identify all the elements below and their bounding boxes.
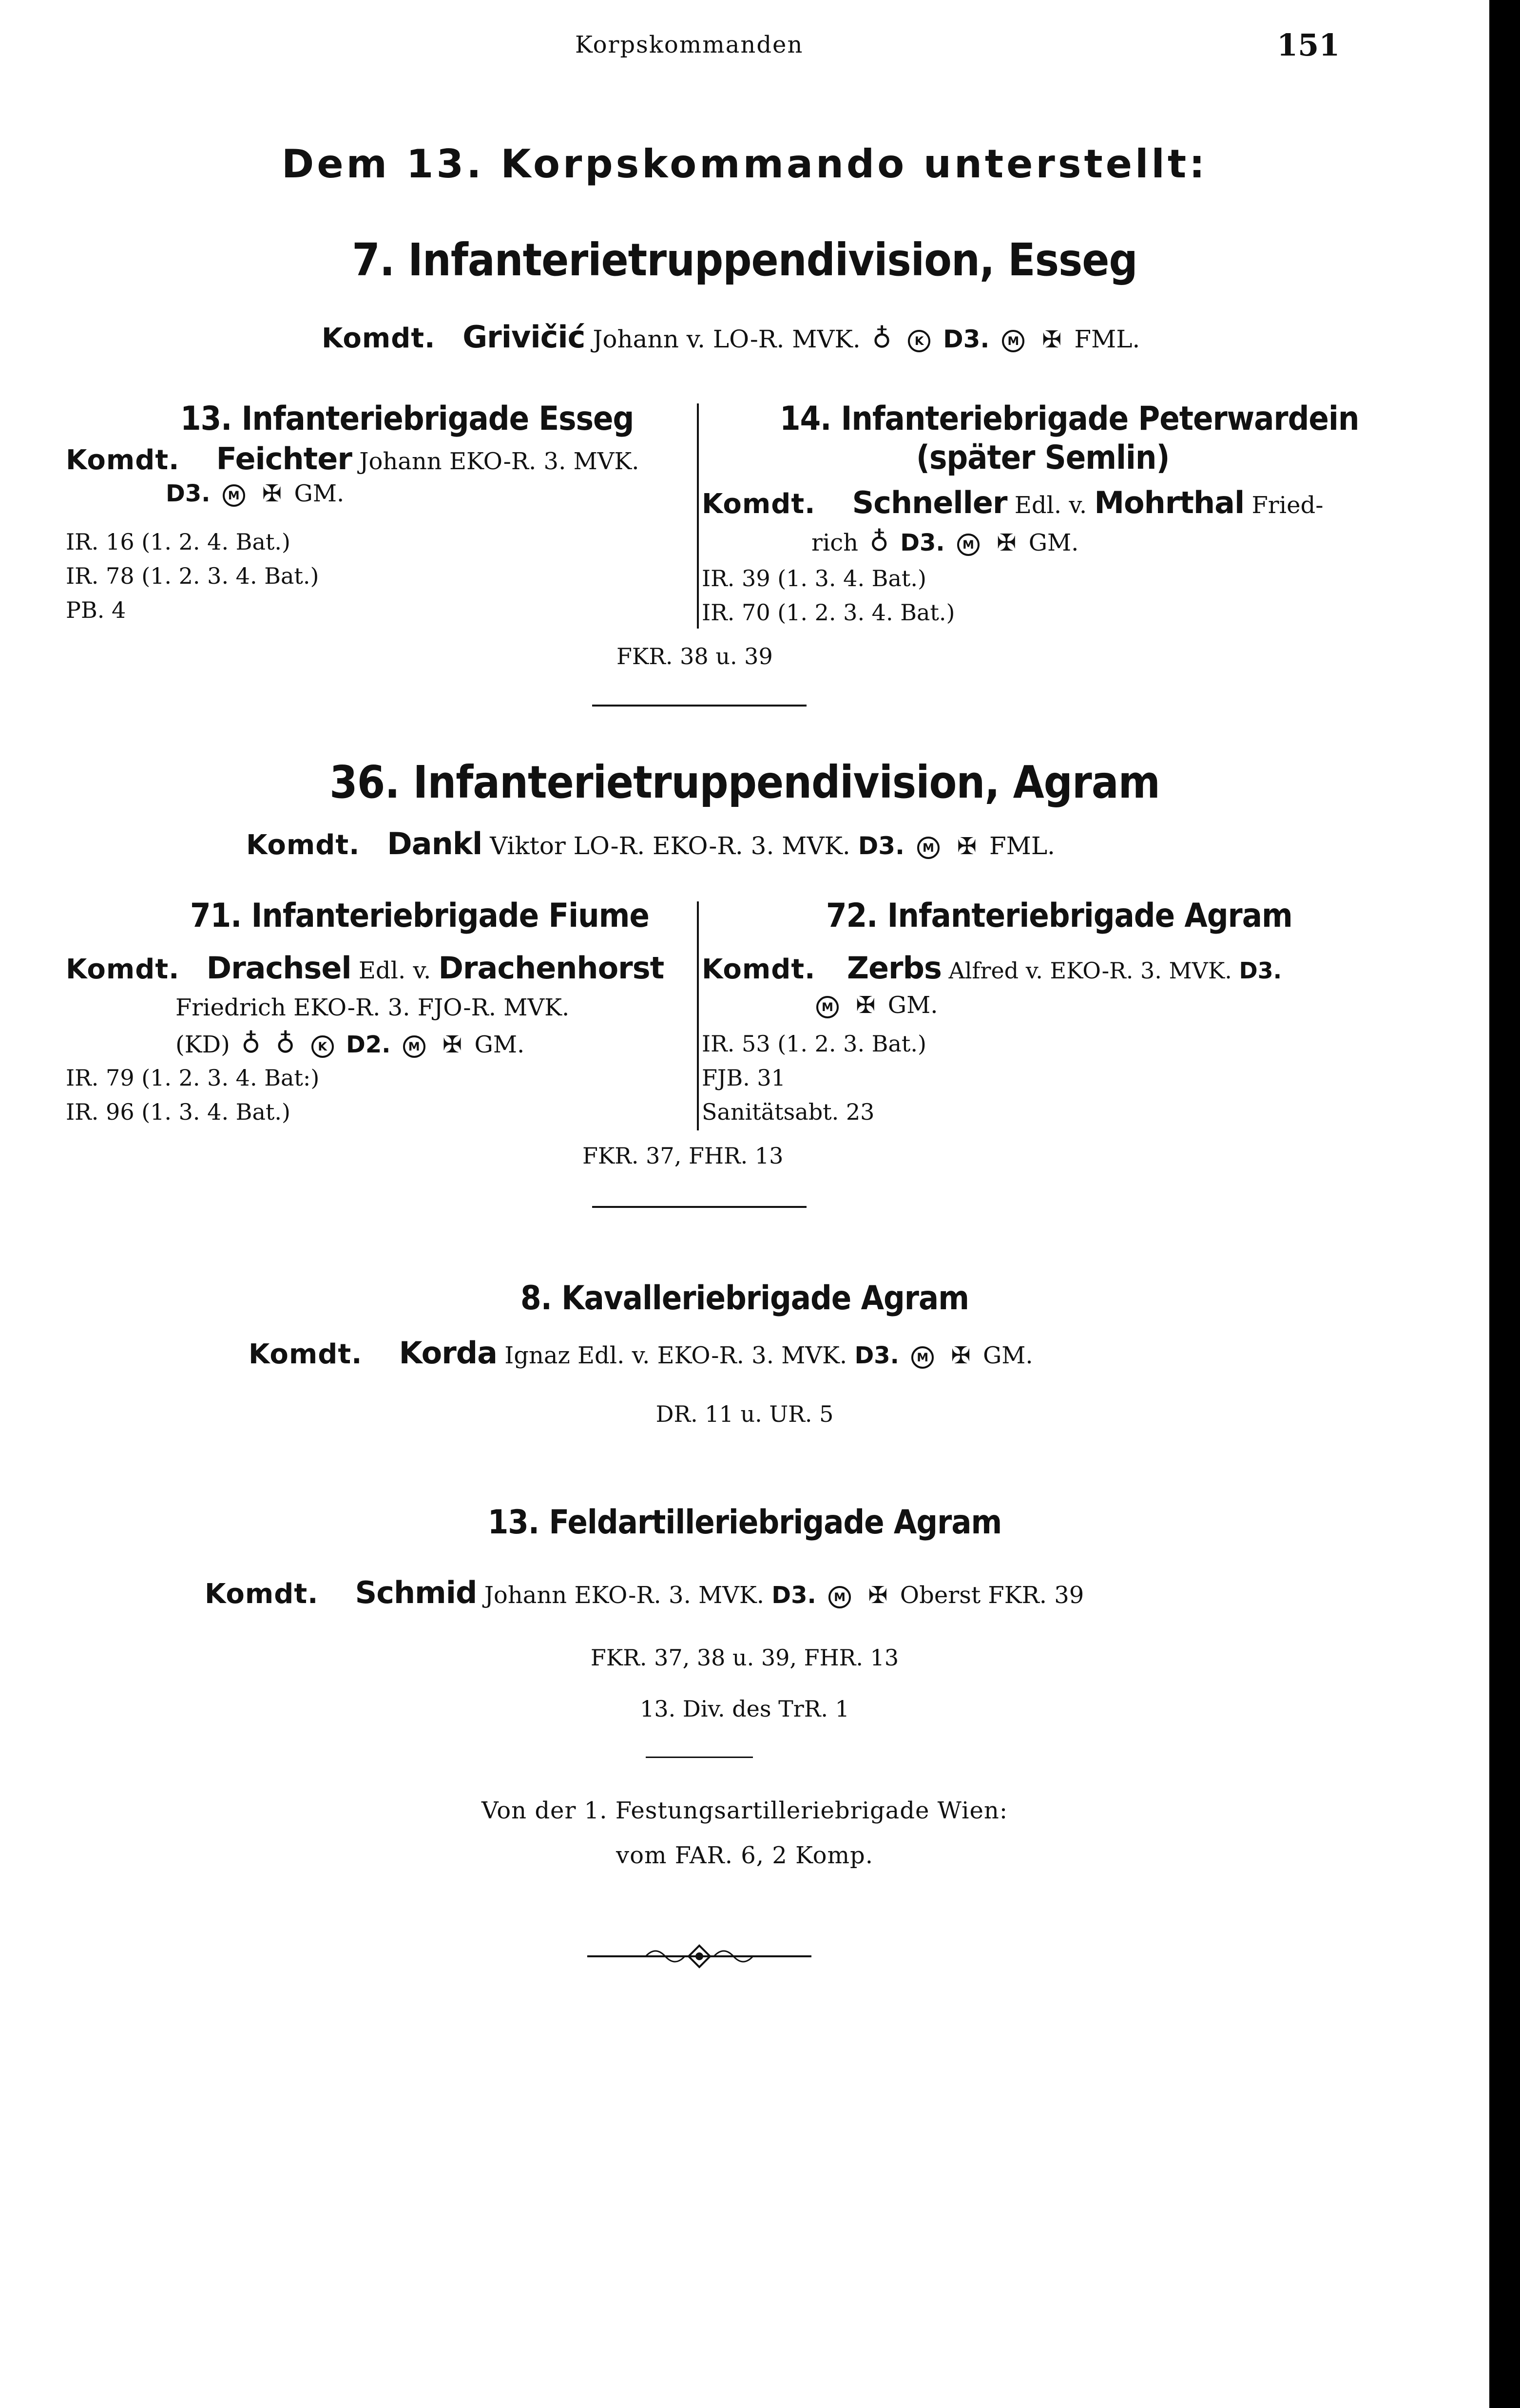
division-36-artillery: FKR. 37, FHR. 13 xyxy=(582,1143,784,1169)
decoration-d2: D2. xyxy=(346,1031,391,1058)
m-badge-icon: M xyxy=(816,996,839,1018)
brigade-13-unit: PB. 4 xyxy=(66,597,126,623)
kd-mark: (KD) xyxy=(175,1031,230,1058)
komdt-label: Komdt. xyxy=(702,954,816,985)
section-rule xyxy=(646,1757,753,1758)
commander-name: Drachsel xyxy=(206,950,351,986)
fortress-line-2: vom FAR. 6, 2 Komp. xyxy=(616,1842,874,1869)
commander-given-a: Fried- xyxy=(1251,492,1324,519)
cross-icon: ✠ xyxy=(1042,326,1062,353)
page-number: 151 xyxy=(1277,27,1340,63)
brigade-14-commander-line2 xyxy=(811,526,1078,557)
field-artillery-commander xyxy=(205,1575,1084,1610)
commander-edl: Edl. v. xyxy=(1014,492,1087,519)
decoration-d3: D3. xyxy=(854,1342,899,1369)
division-7-commander xyxy=(322,319,1140,355)
commander-details: Johann EKO-R. 3. MVK. xyxy=(484,1582,765,1609)
komdt-label: Komdt. xyxy=(205,1578,319,1610)
m-badge-icon: M xyxy=(828,1586,851,1608)
cross-icon: ✠ xyxy=(997,529,1017,556)
cross-icon: ✠ xyxy=(443,1031,462,1058)
commander-given-b: rich xyxy=(811,529,859,556)
section-rule xyxy=(592,705,807,707)
komdt-label: Komdt. xyxy=(66,954,180,985)
brigade-72-unit: Sanitätsabt. 23 xyxy=(702,1099,875,1125)
commander-name: Grivičić xyxy=(462,319,585,355)
commander-rank: GM. xyxy=(887,992,938,1019)
cavalry-units: DR. 11 u. UR. 5 xyxy=(655,1401,834,1427)
decoration-d3: D3. xyxy=(1239,957,1282,984)
decoration-d3: D3. xyxy=(858,832,905,860)
brigade-71-commander-line3 xyxy=(175,1028,524,1059)
division-36-commander xyxy=(246,826,1055,861)
cross-icon: ✠ xyxy=(951,1342,971,1369)
brigade-14-commander xyxy=(702,485,1323,520)
komdt-label: Komdt. xyxy=(322,323,436,354)
brigade-71-commander-line2: Friedrich EKO-R. 3. FJO-R. MVK. xyxy=(175,994,570,1021)
commander-rank: FML. xyxy=(1074,325,1140,353)
commander-name: Dankl xyxy=(387,826,482,861)
m-badge-icon: M xyxy=(1002,330,1024,352)
brigade-13-unit: IR. 16 (1. 2. 4. Bat.) xyxy=(66,529,290,555)
brigade-71-title: 71. Infanteriebrigade Fiume xyxy=(190,897,649,935)
brigade-14-unit: IR. 39 (1. 3. 4. Bat.) xyxy=(702,565,926,592)
brigade-71-unit: IR. 96 (1. 3. 4. Bat.) xyxy=(66,1099,290,1125)
brigade-14-unit: IR. 70 (1. 2. 3. 4. Bat.) xyxy=(702,599,955,626)
cavalry-title: 8. Kavalleriebrigade Agram xyxy=(520,1279,969,1318)
commander-details: Johann v. LO-R. MVK. xyxy=(593,325,861,353)
m-badge-icon: M xyxy=(223,484,245,507)
brigade-13-commander-line2 xyxy=(166,480,344,507)
cross-icon: ✠ xyxy=(262,480,282,507)
brigade-72-commander-line2 xyxy=(811,992,938,1019)
brigade-72-unit: FJB. 31 xyxy=(702,1065,786,1091)
brigade-71-unit: IR. 79 (1. 2. 3. 4. Bat:) xyxy=(66,1065,320,1091)
m-badge-icon: M xyxy=(957,534,980,556)
medal-icon: ♁ xyxy=(872,323,892,354)
column-divider xyxy=(697,901,699,1130)
commander-details: Johann EKO-R. 3. MVK. xyxy=(359,448,639,475)
field-artillery-division-note: 13. Div. des TrR. 1 xyxy=(640,1696,849,1722)
page-edge-border xyxy=(1489,0,1520,2408)
cross-icon: ✠ xyxy=(856,992,876,1019)
brigade-71-commander xyxy=(66,950,664,986)
komdt-label: Komdt. xyxy=(66,444,180,476)
medal-icon: ♁ xyxy=(869,526,889,557)
k-badge-icon: K xyxy=(311,1035,334,1058)
division-36-title: 36. Infanterietruppendivision, Agram xyxy=(329,756,1160,808)
brigade-14-title-line2: (später Semlin) xyxy=(916,439,1170,477)
m-badge-icon: M xyxy=(403,1035,425,1058)
main-heading: Dem 13. Korpskommando unterstellt: xyxy=(281,141,1208,187)
komdt-label: Komdt. xyxy=(702,488,816,520)
brigade-72-commander xyxy=(702,950,1282,986)
commander-name: Zerbs xyxy=(847,950,942,986)
komdt-label: Komdt. xyxy=(246,829,360,861)
section-rule xyxy=(592,1206,807,1208)
brigade-14-title-line1: 14. Infanteriebrigade Peterwardein xyxy=(780,400,1359,438)
commander-rank: FML. xyxy=(989,832,1055,860)
brigade-72-unit: IR. 53 (1. 2. 3. Bat.) xyxy=(702,1031,926,1057)
commander-rank: GM. xyxy=(474,1031,525,1058)
commander-name: Schneller xyxy=(852,485,1007,520)
commander-rank: GM. xyxy=(294,480,345,507)
decoration-d3: D3. xyxy=(166,480,211,507)
commander-rank: GM. xyxy=(982,1342,1033,1369)
decoration-d3: D3. xyxy=(900,529,945,556)
commander-name: Schmid xyxy=(355,1575,477,1610)
cross-icon: ✠ xyxy=(957,833,977,860)
decoration-d3: D3. xyxy=(771,1582,816,1609)
commander-details: Viktor LO-R. EKO-R. 3. MVK. xyxy=(490,832,850,860)
fortress-line-1: Von der 1. Festungsartilleriebrigade Wien: xyxy=(481,1797,1008,1824)
komdt-label: Komdt. xyxy=(249,1338,363,1370)
field-artillery-title: 13. Feldartilleriebrigade Agram xyxy=(487,1503,1002,1542)
brigade-13-unit: IR. 78 (1. 2. 3. 4. Bat.) xyxy=(66,563,319,589)
commander-name: Korda xyxy=(399,1335,497,1371)
commander-details: Ignaz Edl. v. EKO-R. 3. MVK. xyxy=(504,1342,847,1369)
division-7-artillery: FKR. 38 u. 39 xyxy=(616,643,773,669)
medal-icon: ♁ xyxy=(275,1028,295,1059)
running-title: Korpskommanden xyxy=(575,31,804,58)
cavalry-commander xyxy=(249,1335,1033,1371)
field-artillery-units: FKR. 37, 38 u. 39, FHR. 13 xyxy=(590,1644,899,1671)
ornament-icon xyxy=(587,1942,811,1971)
column-divider xyxy=(697,403,699,629)
brigade-13-title: 13. Infanteriebrigade Esseg xyxy=(180,400,634,438)
brigade-72-title: 72. Infanteriebrigade Agram xyxy=(826,897,1292,935)
commander-name-2: Mohrthal xyxy=(1094,485,1245,520)
commander-name-2: Drachenhorst xyxy=(438,950,664,986)
commander-name: Feichter xyxy=(216,441,352,477)
commander-rank: GM. xyxy=(1028,529,1079,556)
commander-details: Alfred v. EKO-R. 3. MVK. xyxy=(948,957,1232,984)
brigade-13-commander xyxy=(66,441,639,477)
m-badge-icon: M xyxy=(911,1346,934,1369)
division-7-title: 7. Infanterietruppendivision, Esseg xyxy=(352,234,1137,286)
medal-icon: ♁ xyxy=(241,1028,261,1059)
commander-rank: Oberst FKR. 39 xyxy=(900,1582,1084,1609)
commander-edl: Edl. v. xyxy=(358,957,431,984)
m-badge-icon: M xyxy=(917,837,940,859)
k-badge-icon: K xyxy=(908,330,930,352)
decoration-d3: D3. xyxy=(943,325,990,353)
cross-icon: ✠ xyxy=(868,1582,888,1609)
